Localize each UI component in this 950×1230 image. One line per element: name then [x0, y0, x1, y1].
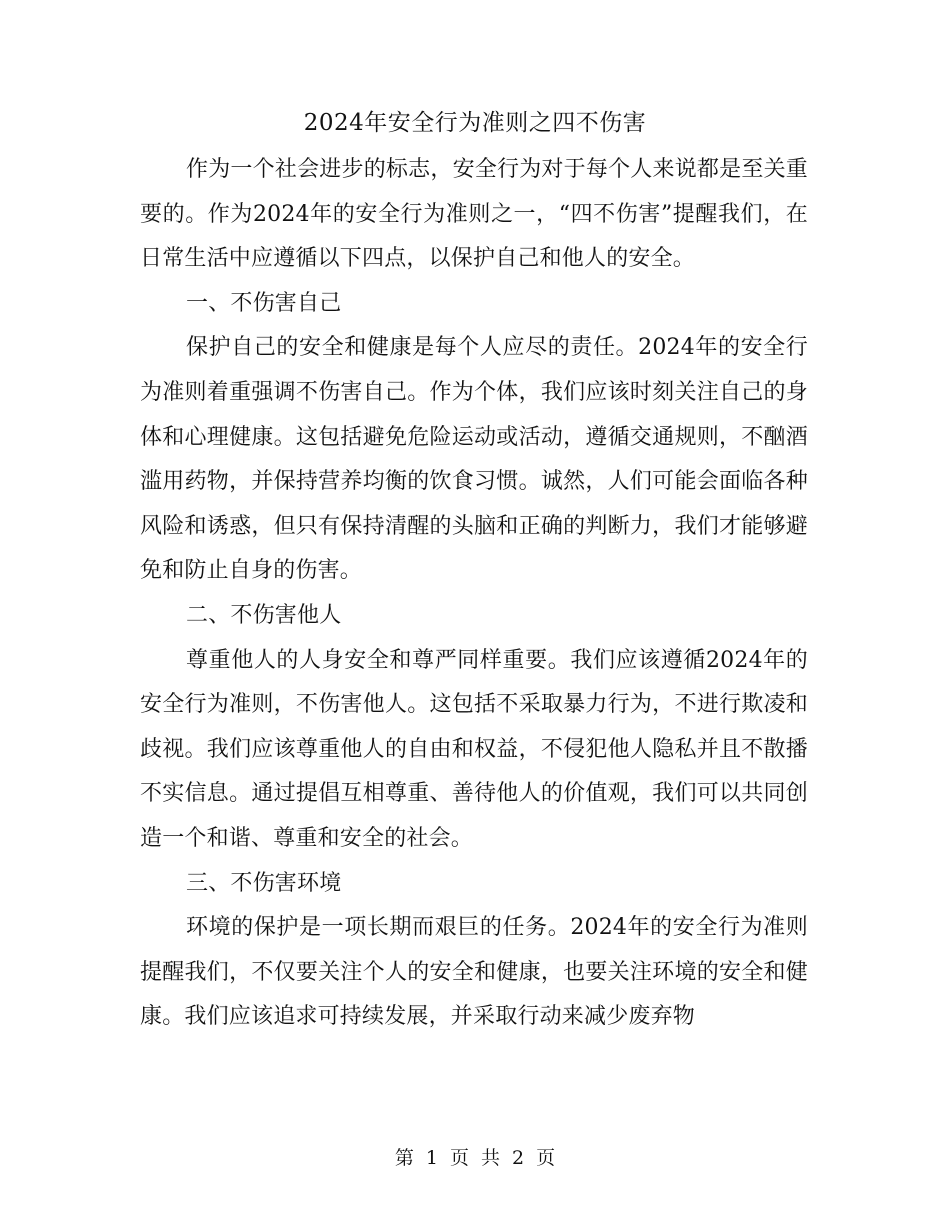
section-paragraph-1: 保护自己的安全和健康是每个人应尽的责任。2024年的安全行为准则着重强调不伤害自己。作为个体，我们应该时刻关注自己的身体和心理健康。这包括避免危险运动或活动，遵循交通规则，不酗酒滥用药物，并保持营养均衡的饮食习惯。诚然，人们可能会面临各种风险和诱惑，但只有保持清醒的头脑和正确的判断力，我们才能够避免和防止自身的伤害。	[140, 335, 808, 584]
page-number-footer: 第 1 页 共 2 页	[394, 1147, 556, 1169]
section-heading-3: 三、不伤害环境	[186, 870, 342, 896]
document-title: 2024年安全行为准则之四不伤害	[303, 110, 647, 136]
document-body	[140, 148, 808, 1040]
section-paragraph-2: 尊重他人的人身安全和尊严同样重要。我们应该遵循2024年的安全行为准则，不伤害他人。这包括不采取暴力行为，不进行欺凌和歧视。我们应该尊重他人的自由和权益，不侵犯他人隐私并且不散播不实信息。通过提倡互相尊重、善待他人的价值观，我们可以共同创造一个和谐、尊重和安全的社会。	[140, 647, 808, 851]
section-heading-2: 二、不伤害他人	[186, 602, 342, 628]
section-heading-1: 一、不伤害自己	[186, 290, 342, 316]
section-paragraph-3: 环境的保护是一项长期而艰巨的任务。2024年的安全行为准则提醒我们，不仅要关注个人的安全和健康，也要关注环境的安全和健康。我们应该追求可持续发展，并采取行动来减少废弃物	[140, 915, 808, 1030]
intro-paragraph: 作为一个社会进步的标志，安全行为对于每个人来说都是至关重要的。作为2024年的安全行为准则之一，“四不伤害”提醒我们，在日常生活中应遵循以下四点，以保护自己和他人的安全。	[140, 157, 808, 272]
